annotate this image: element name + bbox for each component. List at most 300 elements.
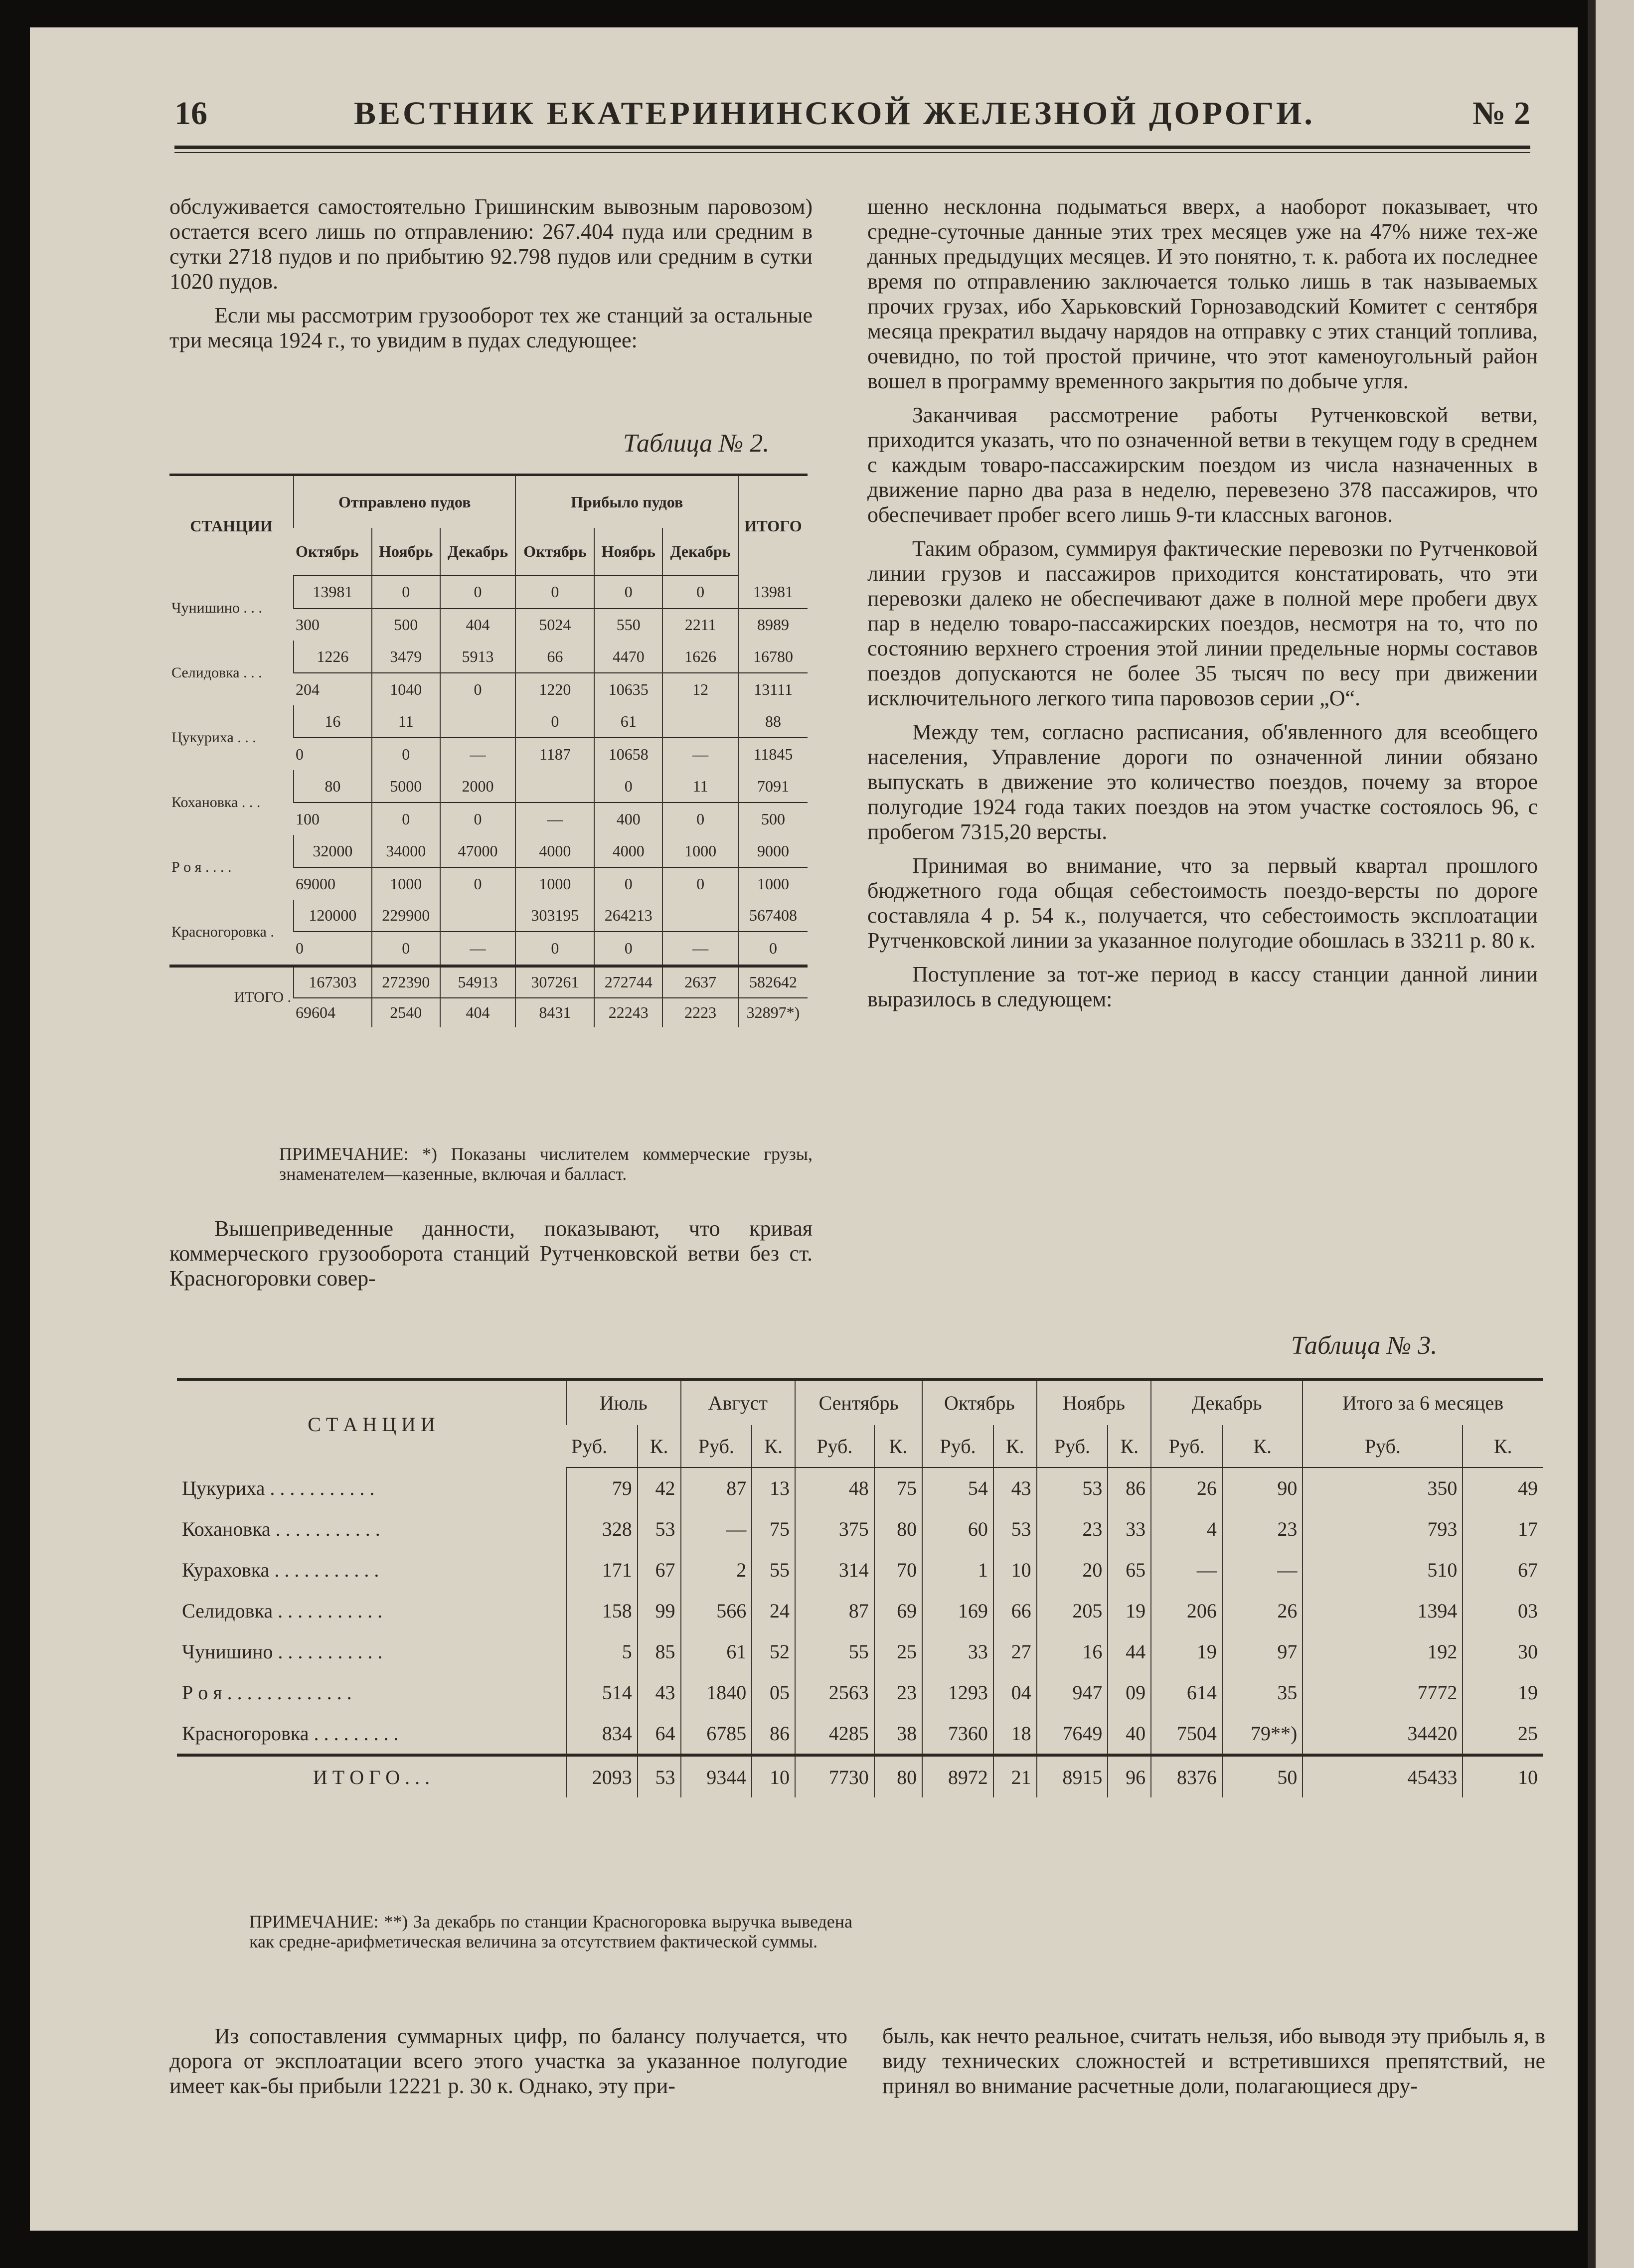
page-header	[174, 95, 1530, 145]
rub-cell: 87	[795, 1590, 874, 1631]
rub-header: Руб.	[566, 1425, 638, 1467]
month-header: Октябрь	[515, 528, 594, 576]
paragraph: Принимая во внимание, что за первый квартал прошлого бюджетного года общая себестоимость поездо-версты по дороге составляла 4 р. 54 к., получается, что себестоимость эксплоатации Рутченковской линии за указанное полугодие обошлась в 33211 р. 80 к.	[867, 853, 1538, 953]
cell-numerator: 3479	[372, 641, 440, 673]
kop-header: К.	[993, 1425, 1037, 1467]
total-header: ИТОГО	[738, 475, 808, 576]
rub-cell: 1840	[681, 1672, 752, 1713]
paragraph: Заканчивая рассмотрение работы Рутченковской ветви, приходится указать, что по означенной ветви в текущем году в среднем с каждым товаро-пассажирским поездом из числа назначенных в движение парно два раза в неделю, перевезено 378 пассажиров, что обеспечивает пробег всего лишь 9-ти классных вагонов.	[867, 403, 1538, 527]
rub-header: Руб.	[1151, 1425, 1222, 1467]
kop-cell: 69	[874, 1590, 922, 1631]
paragraph: Между тем, согласно расписания, об'явленного для всеобщего населения, Управление дороги по означенной линии обязано выпускать в движение это количество поездов, почему за второе полугодие 1924 года таких поездов на этом участке состоялось 96, с пробегом 7315,20 версты.	[867, 720, 1538, 844]
kop-cell: 80	[874, 1508, 922, 1549]
table2	[169, 474, 808, 1027]
rub-cell: 7360	[922, 1713, 993, 1755]
station-name: Кохановка . . . . . . . . . . .	[182, 1517, 380, 1540]
issue-number: № 2	[1472, 95, 1530, 132]
cell-denominator: 69000	[294, 867, 372, 900]
total-rub: 45433	[1303, 1755, 1463, 1797]
rub-cell: 16	[1037, 1631, 1108, 1672]
cell-denominator: 0	[594, 932, 662, 966]
rub-cell: 7649	[1037, 1713, 1108, 1755]
cell-denominator: —	[515, 803, 594, 835]
table3	[177, 1378, 1543, 1797]
month-header: Август	[681, 1380, 796, 1426]
kop-cell: 97	[1222, 1631, 1303, 1672]
rub-cell: 834	[566, 1713, 638, 1755]
cell-numerator: 567408	[738, 900, 808, 932]
rub-cell: 4285	[795, 1713, 874, 1755]
cell-denominator: 0	[294, 738, 372, 770]
cell-denominator: 300	[294, 609, 372, 641]
rub-cell: 1	[922, 1549, 993, 1590]
cell-numerator: 0	[594, 576, 662, 609]
cell-numerator: 4470	[594, 641, 662, 673]
cell-numerator: 88	[738, 705, 808, 738]
cell-numerator: 120000	[294, 900, 372, 932]
paragraph: быль, как нечто реальное, считать нельзя, ибо выводя эту прибыль я, в виду технических сложностей и встретившихся препятствий, не принял во внимание расчетные доли, полагающиеся дру-	[882, 2024, 1545, 2098]
paragraph: обслуживается самостоятельно Гришинским вывозным паровозом) остается всего лишь по отправлению: 267.404 пуда или средним в сутки 2718 пудов и по прибытию 92.798 пудов или средним в сутки 1020 пудов.	[169, 194, 813, 294]
cell-numerator: 0	[515, 705, 594, 738]
kop-cell: 42	[638, 1467, 681, 1508]
kop-header: К.	[752, 1425, 795, 1467]
table-row	[177, 1713, 1543, 1755]
kop-cell: 33	[1108, 1508, 1151, 1549]
kop-cell: 43	[638, 1672, 681, 1713]
cell-numerator: 7091	[738, 770, 808, 803]
cell-denominator: 0	[662, 867, 738, 900]
kop-cell: 04	[993, 1672, 1037, 1713]
total-denominator: 8431	[515, 998, 594, 1027]
cell-numerator	[662, 705, 738, 738]
table-row	[177, 1467, 1543, 1508]
kop-cell: 53	[638, 1508, 681, 1549]
cell-denominator: —	[662, 738, 738, 770]
kop-cell: 53	[993, 1508, 1037, 1549]
station-name: Кохановка . . .	[171, 794, 261, 810]
month-header: Декабрь	[662, 528, 738, 576]
station-name: Чунишино . . .	[171, 600, 262, 616]
cell-denominator: 0	[440, 673, 516, 705]
total-denominator: 32897*)	[738, 998, 808, 1027]
cell-denominator: 13111	[738, 673, 808, 705]
station-name: Цукуриха . . . . . . . . . . .	[182, 1476, 375, 1499]
kop-cell: 19	[1108, 1590, 1151, 1631]
rub-cell: 205	[1037, 1590, 1108, 1631]
kop-cell: 44	[1108, 1631, 1151, 1672]
rub-cell: 34420	[1303, 1713, 1463, 1755]
cell-denominator: 0	[594, 867, 662, 900]
left-column-top	[169, 194, 813, 362]
cell-numerator: 0	[662, 576, 738, 609]
kop-cell: 67	[638, 1549, 681, 1590]
kop-cell: 10	[993, 1549, 1037, 1590]
bottom-right-column	[882, 2024, 1545, 2107]
cell-denominator: 100	[294, 803, 372, 835]
total-kop: 10	[752, 1755, 795, 1797]
cell-denominator: 11845	[738, 738, 808, 770]
station-name: Красногоровка . . . . . . . . .	[182, 1722, 399, 1745]
total-rub: 9344	[681, 1755, 752, 1797]
rub-cell: —	[1151, 1549, 1222, 1590]
kop-header: К.	[638, 1425, 681, 1467]
rub-cell: 328	[566, 1508, 638, 1549]
table-row	[177, 1590, 1543, 1631]
cell-numerator: 4000	[594, 835, 662, 867]
total-kop: 96	[1108, 1755, 1151, 1797]
kop-cell: 05	[752, 1672, 795, 1713]
cell-numerator	[440, 705, 516, 738]
rub-cell: 2	[681, 1549, 752, 1590]
cell-denominator: 0	[372, 738, 440, 770]
cell-denominator: —	[662, 932, 738, 966]
rub-header: Руб.	[795, 1425, 874, 1467]
kop-cell: 27	[993, 1631, 1037, 1672]
cell-denominator: 2211	[662, 609, 738, 641]
cell-numerator: 4000	[515, 835, 594, 867]
rub-cell: 6785	[681, 1713, 752, 1755]
cell-denominator: —	[440, 738, 516, 770]
cell-denominator: 404	[440, 609, 516, 641]
rub-cell: 79	[566, 1467, 638, 1508]
cell-denominator: 1187	[515, 738, 594, 770]
total-label: И Т О Г О . . .	[177, 1755, 566, 1797]
rub-cell: 55	[795, 1631, 874, 1672]
cell-numerator: 1626	[662, 641, 738, 673]
total-numerator: 2637	[662, 966, 738, 998]
cell-denominator: 0	[515, 932, 594, 966]
rub-cell: 48	[795, 1467, 874, 1508]
cell-denominator: 8989	[738, 609, 808, 641]
kop-cell: 18	[993, 1713, 1037, 1755]
kop-cell: 38	[874, 1713, 922, 1755]
rub-cell: 61	[681, 1631, 752, 1672]
total-label: ИТОГО .	[169, 966, 294, 1027]
kop-cell: 90	[1222, 1467, 1303, 1508]
table-row	[169, 641, 808, 673]
cell-numerator: 13981	[738, 576, 808, 609]
total-numerator: 54913	[440, 966, 516, 998]
rub-cell: 7504	[1151, 1713, 1222, 1755]
station-name: Цукуриха . . .	[171, 729, 256, 746]
cell-denominator: 0	[372, 932, 440, 966]
paragraph: Из сопоставления суммарных цифр, по балансу получается, что дорога от эксплоатации всего этого участка за указанное полугодие имеет как-бы прибыли 12221 р. 30 к. Однако, эту при-	[169, 2024, 847, 2098]
rub-cell: —	[681, 1508, 752, 1549]
rub-cell: 87	[681, 1467, 752, 1508]
arrived-header: Прибыло пудов	[515, 475, 738, 528]
total-kop: 80	[874, 1755, 922, 1797]
cell-numerator: 9000	[738, 835, 808, 867]
rub-cell: 169	[922, 1590, 993, 1631]
rub-header: Руб.	[922, 1425, 993, 1467]
rub-cell: 793	[1303, 1508, 1463, 1549]
cell-denominator: 1220	[515, 673, 594, 705]
cell-numerator: 0	[594, 770, 662, 803]
total-kop: 21	[993, 1755, 1037, 1797]
kop-cell: 40	[1108, 1713, 1151, 1755]
month-header: Октябрь	[294, 528, 372, 576]
rub-cell: 54	[922, 1467, 993, 1508]
station-header: СТАНЦИИ	[169, 475, 294, 576]
cell-denominator: 550	[594, 609, 662, 641]
table-row	[169, 770, 808, 803]
total-kop: 50	[1222, 1755, 1303, 1797]
cell-denominator: 400	[594, 803, 662, 835]
cell-numerator: 1000	[662, 835, 738, 867]
kop-cell: 23	[1222, 1508, 1303, 1549]
adjacent-page-edge	[1588, 0, 1634, 2268]
rub-cell: 171	[566, 1549, 638, 1590]
month-header: Ноябрь	[372, 528, 440, 576]
cell-numerator: 34000	[372, 835, 440, 867]
kop-cell: 49	[1463, 1467, 1543, 1508]
kop-cell: 67	[1463, 1549, 1543, 1590]
total-rub: 8972	[922, 1755, 993, 1797]
station-name: Чунишино . . . . . . . . . . .	[182, 1640, 383, 1663]
rub-cell: 1293	[922, 1672, 993, 1713]
kop-cell: 09	[1108, 1672, 1151, 1713]
right-column	[867, 194, 1538, 1021]
cell-denominator: 1000	[515, 867, 594, 900]
cell-denominator: 5024	[515, 609, 594, 641]
cell-numerator: 11	[662, 770, 738, 803]
table3-caption: Таблица № 3.	[1291, 1331, 1438, 1360]
kop-cell: 03	[1463, 1590, 1543, 1631]
cell-numerator: 66	[515, 641, 594, 673]
cell-numerator: 11	[372, 705, 440, 738]
cell-denominator: 500	[372, 609, 440, 641]
rub-cell: 19	[1151, 1631, 1222, 1672]
rub-cell: 350	[1303, 1467, 1463, 1508]
total-denominator: 22243	[594, 998, 662, 1027]
cell-numerator: 5000	[372, 770, 440, 803]
cell-denominator: 0	[294, 932, 372, 966]
total-denominator: 2223	[662, 998, 738, 1027]
kop-cell: 86	[752, 1713, 795, 1755]
rub-cell: 33	[922, 1631, 993, 1672]
cell-numerator	[515, 770, 594, 803]
total-denominator: 69604	[294, 998, 372, 1027]
cell-denominator: 204	[294, 673, 372, 705]
table3-note: ПРИМЕЧАНИЕ: **) За декабрь по станции Красногоровка выручка выведена как средне-арифметическая величина за отсутствием фактической суммы.	[249, 1912, 852, 1951]
rub-cell: 192	[1303, 1631, 1463, 1672]
rub-cell: 566	[681, 1590, 752, 1631]
cell-numerator: 47000	[440, 835, 516, 867]
cell-denominator: 0	[372, 803, 440, 835]
rub-header: Руб.	[1037, 1425, 1108, 1467]
kop-cell: 86	[1108, 1467, 1151, 1508]
table-row	[177, 1631, 1543, 1672]
cell-numerator: 16	[294, 705, 372, 738]
cell-denominator: 0	[440, 803, 516, 835]
paragraph: шенно несклонна подыматься вверх, а наоборот показывает, что средне-суточные данные этих трех месяцев уже на 47% ниже тех-же данных предыдущих месяцев. И это понятно, т. к. работа их последнее время по отправлению заключается только лишь в так называемых прочих грузах, ибо Харьковский Горнозаводский Комитет с сентября месяца прекратил выдачу нарядов на отправку с этих станций топлива, очевидно, по той простой причине, что этот каменоугольный район вошел в программу временного закрытия по добыче угля.	[867, 194, 1538, 393]
rub-cell: 158	[566, 1590, 638, 1631]
kop-cell: 65	[1108, 1549, 1151, 1590]
month-header: Июль	[566, 1380, 681, 1426]
rub-cell: 2563	[795, 1672, 874, 1713]
month-header: Сентябрь	[795, 1380, 922, 1426]
kop-header: К.	[1108, 1425, 1151, 1467]
total-numerator: 272744	[594, 966, 662, 998]
station-name: Красногоровка .	[171, 924, 274, 940]
total-numerator: 582642	[738, 966, 808, 998]
left-column-bottom	[169, 1216, 813, 1300]
rub-cell: 510	[1303, 1549, 1463, 1590]
cell-denominator: 1040	[372, 673, 440, 705]
paragraph: Вышеприведенные данности, показывают, что кривая коммерческого грузооборота станций Рутченковской ветви без ст. Красногоровки совер-	[169, 1216, 813, 1291]
header-rule-thin	[174, 152, 1530, 153]
table-row	[169, 900, 808, 932]
cell-denominator: 500	[738, 803, 808, 835]
journal-title: ВЕСТНИК ЕКАТЕРИНИНСКОЙ ЖЕЛЕЗНОЙ ДОРОГИ.	[354, 95, 1315, 132]
rub-cell: 947	[1037, 1672, 1108, 1713]
total-numerator: 167303	[294, 966, 372, 998]
rub-cell: 60	[922, 1508, 993, 1549]
month-header: Итого за 6 месяцев	[1303, 1380, 1543, 1426]
rub-cell: 7772	[1303, 1672, 1463, 1713]
table-row	[177, 1508, 1543, 1549]
kop-cell: 85	[638, 1631, 681, 1672]
rub-cell: 5	[566, 1631, 638, 1672]
kop-cell: 25	[874, 1631, 922, 1672]
bottom-left-column	[169, 2024, 847, 2107]
cell-numerator: 303195	[515, 900, 594, 932]
rub-cell: 23	[1037, 1508, 1108, 1549]
table-row	[177, 1672, 1543, 1713]
total-row	[169, 966, 808, 998]
cell-numerator: 0	[440, 576, 516, 609]
cell-denominator: 1000	[372, 867, 440, 900]
cell-denominator: 0	[738, 932, 808, 966]
total-rub: 2093	[566, 1755, 638, 1797]
cell-numerator: 32000	[294, 835, 372, 867]
total-denominator: 404	[440, 998, 516, 1027]
cell-denominator: —	[440, 932, 516, 966]
kop-cell: 25	[1463, 1713, 1543, 1755]
table-row	[169, 835, 808, 867]
cell-numerator: 13981	[294, 576, 372, 609]
kop-cell: 26	[1222, 1590, 1303, 1631]
kop-cell: 99	[638, 1590, 681, 1631]
kop-cell: 17	[1463, 1508, 1543, 1549]
rub-cell: 26	[1151, 1467, 1222, 1508]
kop-cell: 55	[752, 1549, 795, 1590]
cell-numerator: 16780	[738, 641, 808, 673]
table2-note: ПРИМЕЧАНИЕ: *) Показаны числителем коммерческие грузы, знаменателем—казенные, включая и балласт.	[279, 1144, 813, 1184]
cell-denominator: 1000	[738, 867, 808, 900]
kop-header: К.	[874, 1425, 922, 1467]
cell-denominator: 10658	[594, 738, 662, 770]
cell-denominator: 0	[662, 803, 738, 835]
table-row	[177, 1549, 1543, 1590]
rub-cell: 314	[795, 1549, 874, 1590]
kop-cell: 75	[874, 1467, 922, 1508]
table-row	[169, 576, 808, 609]
total-rub: 8376	[1151, 1755, 1222, 1797]
rub-cell: 514	[566, 1672, 638, 1713]
kop-cell: 66	[993, 1590, 1037, 1631]
total-numerator: 307261	[515, 966, 594, 998]
month-header: Ноябрь	[594, 528, 662, 576]
kop-cell: 30	[1463, 1631, 1543, 1672]
cell-denominator: 0	[440, 867, 516, 900]
rub-header: Руб.	[1303, 1425, 1463, 1467]
month-header: Октябрь	[922, 1380, 1037, 1426]
cell-numerator	[662, 900, 738, 932]
cell-numerator: 1226	[294, 641, 372, 673]
cell-numerator: 5913	[440, 641, 516, 673]
kop-cell: 70	[874, 1549, 922, 1590]
cell-numerator	[440, 900, 516, 932]
total-row	[177, 1755, 1543, 1797]
kop-cell: 35	[1222, 1672, 1303, 1713]
cell-denominator: 10635	[594, 673, 662, 705]
cell-numerator: 0	[372, 576, 440, 609]
cell-numerator: 264213	[594, 900, 662, 932]
station-header: С Т А Н Ц И И	[177, 1380, 566, 1468]
kop-cell: 24	[752, 1590, 795, 1631]
table2-caption: Таблица № 2.	[623, 429, 770, 458]
cell-numerator: 80	[294, 770, 372, 803]
station-name: Селидовка . . . . . . . . . . .	[182, 1599, 383, 1622]
kop-cell: 13	[752, 1467, 795, 1508]
paragraph: Поступление за тот-же период в кассу станции данной линии выразилось в следующем:	[867, 962, 1538, 1011]
kop-header: К.	[1222, 1425, 1303, 1467]
station-name: Кураховка . . . . . . . . . . .	[182, 1558, 379, 1581]
paragraph: Таким образом, суммируя фактические перевозки по Рутченковой линии грузов и пассажиров приходится констатировать, что эти перевозки далеко не обеспечивают даже в полной мере пробеги двух пар в неделю товаро-пассажирских поездов, несмотря на то, что по состоянию верхнего строения этой линии предельные нормы составов поездов допускаются не более 35 тысяч по весу при движении исключительного легкого типа паровозов серии „О“.	[867, 536, 1538, 710]
kop-cell: 23	[874, 1672, 922, 1713]
kop-cell: 52	[752, 1631, 795, 1672]
station-name: Р о я . . . .	[171, 859, 232, 875]
cell-numerator: 61	[594, 705, 662, 738]
kop-cell: —	[1222, 1549, 1303, 1590]
kop-cell: 19	[1463, 1672, 1543, 1713]
total-numerator: 272390	[372, 966, 440, 998]
rub-cell: 53	[1037, 1467, 1108, 1508]
header-rule	[174, 146, 1530, 149]
station-name: Р о я . . . . . . . . . . . . .	[182, 1681, 352, 1704]
kop-cell: 43	[993, 1467, 1037, 1508]
station-name: Селидовка . . .	[171, 664, 262, 681]
rub-cell: 4	[1151, 1508, 1222, 1549]
total-kop: 53	[638, 1755, 681, 1797]
month-header: Декабрь	[1151, 1380, 1303, 1426]
rub-cell: 375	[795, 1508, 874, 1549]
kop-header: К.	[1463, 1425, 1543, 1467]
rub-cell: 20	[1037, 1549, 1108, 1590]
total-rub: 8915	[1037, 1755, 1108, 1797]
cell-numerator: 229900	[372, 900, 440, 932]
total-rub: 7730	[795, 1755, 874, 1797]
month-header: Ноябрь	[1037, 1380, 1151, 1426]
rub-cell: 614	[1151, 1672, 1222, 1713]
rub-header: Руб.	[681, 1425, 752, 1467]
paragraph: Если мы рассмотрим грузооборот тех же станций за остальные три месяца 1924 г., то увидим в пудах следующее:	[169, 303, 813, 352]
cell-numerator: 2000	[440, 770, 516, 803]
kop-cell: 64	[638, 1713, 681, 1755]
kop-cell: 75	[752, 1508, 795, 1549]
rub-cell: 1394	[1303, 1590, 1463, 1631]
kop-cell: 79**)	[1222, 1713, 1303, 1755]
rub-cell: 206	[1151, 1590, 1222, 1631]
page-number: 16	[174, 95, 207, 132]
cell-denominator: 12	[662, 673, 738, 705]
cell-numerator: 0	[515, 576, 594, 609]
sent-header: Отправлено пудов	[294, 475, 515, 528]
total-kop: 10	[1463, 1755, 1543, 1797]
month-header: Декабрь	[440, 528, 516, 576]
table-row	[169, 705, 808, 738]
